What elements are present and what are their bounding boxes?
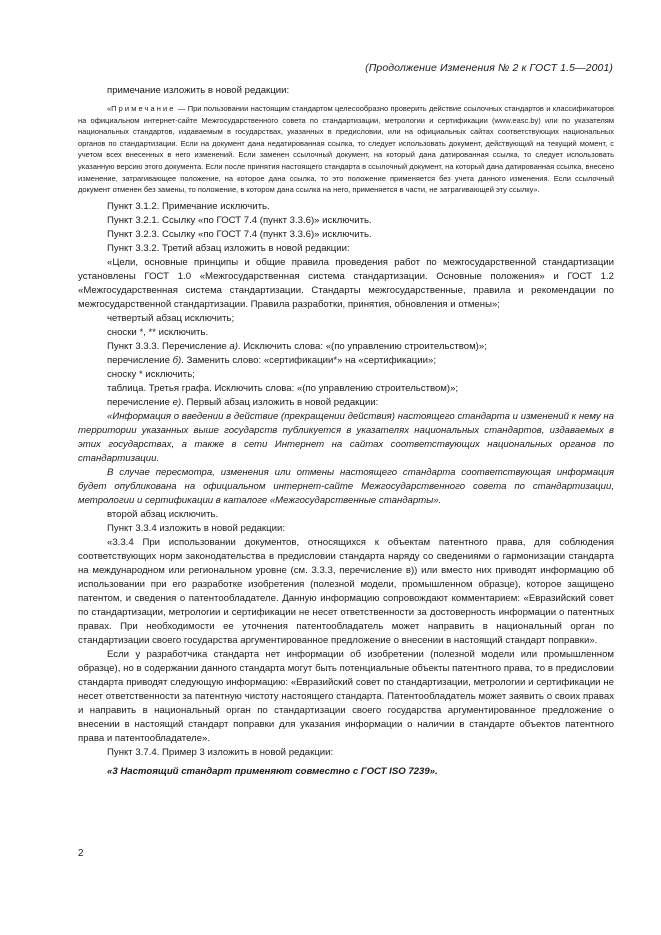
- paragraph-3-3-2: Пункт 3.3.2. Третий абзац изложить в новой редакции:: [107, 242, 350, 254]
- note-label: Примечание: [111, 104, 176, 113]
- paragraph-table: таблица. Третья графа. Исключить слова: «(по управлению строительством)»;: [107, 382, 459, 394]
- document-body: [78, 84, 614, 779]
- paragraph-fourth-abzac: четвертый абзац исключить;: [107, 312, 235, 324]
- paragraph-note-intro: примечание изложить в новой редакции:: [107, 85, 290, 96]
- continuation-header: (Продолжение Изменения № 2 к ГОСТ 1.5—2001): [365, 62, 613, 74]
- paragraph-footnotes: сноски *, ** исключить.: [107, 326, 209, 338]
- text-run: . Заменить слово: «сертификации*» на «сертификации»;: [181, 354, 436, 366]
- paragraph-3-2-3: Пункт 3.2.3. Ссылку «по ГОСТ 7.4 (пункт 3.3.6)» исключить.: [107, 228, 372, 240]
- paragraph-3-3-3: [78, 340, 614, 354]
- paragraph-3-3-4: Пункт 3.3.4 изложить в новой редакции:: [107, 522, 285, 534]
- text-run-italic: а): [229, 340, 238, 352]
- paragraph-note: [78, 103, 614, 196]
- page-number: 2: [78, 848, 84, 859]
- paragraph-info-revision: В случае пересмотра, изменения или отмены настоящего стандарта соответствующая информация будет опубликована на официальном интернет-сайте Межгосударственного совета по стандартизации, метрологии и сертификации в каталоге «Межгосударственные стандарты».: [78, 466, 614, 506]
- text-run: . Исключить слова: «(по управлению строительством)»;: [237, 340, 487, 352]
- text-run: Пункт 3.3.3. Перечисление: [107, 340, 230, 352]
- paragraph-second-abzac: второй абзац исключить.: [107, 508, 219, 520]
- paragraph-3-7-4: Пункт 3.7.4. Пример 3 изложить в новой редакции:: [107, 746, 334, 758]
- paragraph-patent-none: Если у разработчика стандарта нет информации об изобретении (полезной модели или промышленном образце), но в содержании данного стандарта могут быть потенциальные объекты патентного права, то в предисловии стандарта приводят следующую информацию: «Евразийский совет по стандартизации, метрологии и сертификации не несет ответственности за патентную чистоту настоящего стандарта. Патентообладатель может заявить о своих правах и направить в национальный орган по стандартизации своего государства аргументированное предложение о внесении в настоящий стандарт поправки для указания информации о наличии в стандарте объектов патентного права и патентообладателе».: [78, 648, 614, 744]
- paragraph-info-intro: «Информация о введении в действие (прекращении действия) настоящего стандарта и изменений к нему на территории указанных выше государств публикуется в указателях национальных стандартов, издаваемых в этих государствах, а также в сети Интернет на сайтах соответствующих национальных органов по стандартизации.: [78, 410, 614, 464]
- paragraph-patent: «3.3.4 При использовании документов, относящихся к объектам патентного права, для соблюдения соответствующих норм законодательства в предисловии стандарта наряду со сведениями о гармонизации стандарта на международном или региональном уровне (см. 3.3.3, перечисление в)) или вместо них приводят информацию об использовании при его разработке изобретения (полезной модели, промышленном образце), которое защищено патентом, и сведения о патентообладателе. Данную информацию сопровождают комментарием: «Евразийский совет по стандартизации, метрологии и сертификации не несет ответственности за достоверность информации о патентных правах. При необходимости ее уточнения патентообладатель может направить в национальный орган по стандартизации своего государства аргументированное предложение о внесении в настоящий стандарт поправки».: [78, 536, 614, 646]
- note-open-quote: «: [107, 104, 112, 113]
- text-run-italic: б): [172, 354, 182, 366]
- paragraph-3-2-1: Пункт 3.2.1. Ссылку «по ГОСТ 7.4 (пункт 3.3.6)» исключить.: [107, 214, 372, 226]
- text-run: перечисление: [107, 354, 173, 366]
- paragraph-example-3: «3 Настоящий стандарт применяют совместно с ГОСТ ISO 7239».: [107, 765, 438, 777]
- paragraph-3-1-2: Пункт 3.1.2. Примечание исключить.: [107, 200, 270, 212]
- paragraph-enum-b: [78, 354, 614, 368]
- text-run-italic: е): [172, 396, 182, 408]
- note-text: — При пользовании настоящим стандартом целесообразно проверить действие ссылочных стандартов и классификаторов на официальном интернет-сайте Межгосударственного совета по стандартизации, метрологии и сертификации (www.easc.by) или по указателям национальных стандартов, издаваемым в государствах, указанных в предисловии, или на официальных сайтах соответствующих национальных органов по стандартизации. Если на документ дана недатированная ссылка, то следует использовать документ, действующий на текущий момент, с учетом всех внесенных в него изменений. Если заменен ссылочный документ, на который дана датированная ссылка, то следует использовать указанную версию этого документа. Если после принятия настоящего стандарта в ссылочный документ, на который дана датированная ссылка, внесено изменение, затрагивающее положение, на которое дана ссылка, то это положение применяется без учета данного изменения. Если ссылочный документ отменен без замены, то положение, в котором дана ссылка на него, применяется в части, не затрагивающей эту ссылку».: [78, 104, 614, 195]
- paragraph-footnote: сноску * исключить;: [107, 368, 195, 380]
- text-run: перечисление: [107, 396, 173, 408]
- paragraph-goals: «Цели, основные принципы и общие правила проведения работ по межгосударственной стандартизации установлены ГОСТ 1.0 «Межгосударственная система стандартизации. Основные положения» и ГОСТ 1.2 «Межгосударственная система стандартизации. Стандарты межгосударственные, правила и рекомендации по межгосударственной стандартизации. Правила разработки, принятия, обновления и отмены»;: [78, 256, 614, 310]
- text-run: . Первый абзац изложить в новой редакции:: [181, 396, 379, 408]
- paragraph-enum-e: [78, 396, 614, 410]
